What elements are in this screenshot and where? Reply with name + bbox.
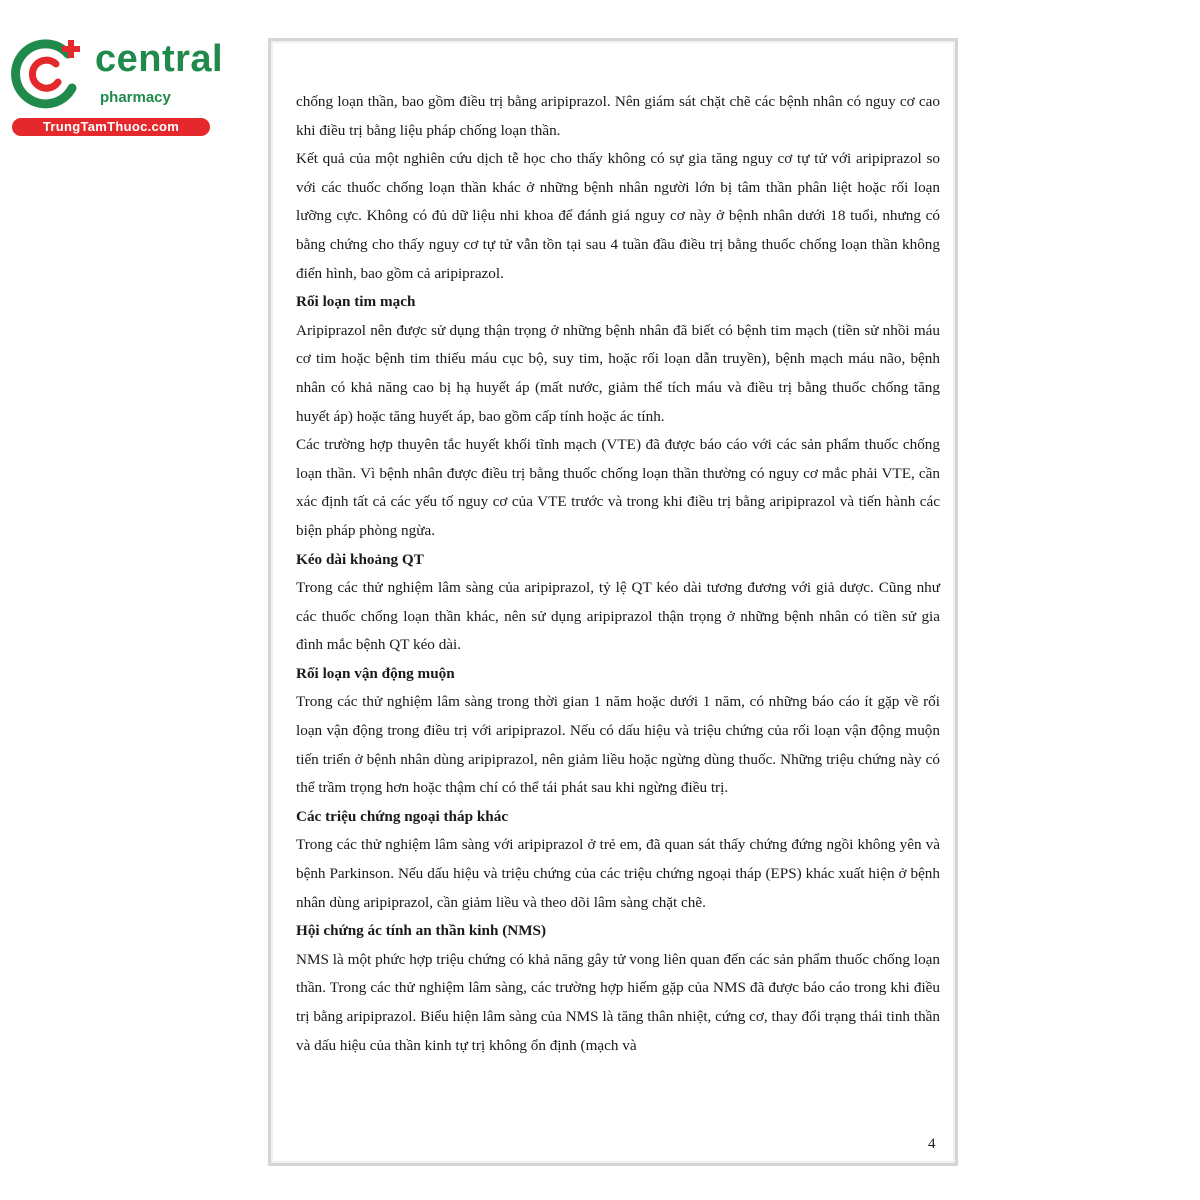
brand-url-badge[interactable]: TrungTamThuoc.com <box>12 118 210 136</box>
body-paragraph: Các trường hợp thuyên tắc huyết khối tĩnh mạch (VTE) đã được báo cáo với các sản phẩm thuốc chống loạn thần. Vì bệnh nhân được điều trị bằng thuốc chống loạn thần thường có nguy cơ mắc phải VTE, cần xác định tất cả các yếu tố nguy cơ của VTE trước và trong khi điều trị bằng aripiprazol và tiến hành các biện pháp phòng ngừa. <box>296 436 940 539</box>
body-paragraph: Kết quả của một nghiên cứu dịch tễ học cho thấy không có sự gia tăng nguy cơ tự tử với aripiprazol so với các thuốc chống loạn thần khác ở những bệnh nhân người lớn bị tâm thần phân liệt hoặc rối loạn lưỡng cực. Không có đủ dữ liệu nhi khoa để đánh giá nguy cơ này ở bệnh nhân dưới 18 tuổi, nhưng có bằng chứng cho thấy nguy cơ tự tử vẫn tồn tại sau 4 tuần đầu điều trị bằng thuốc chống loạn thần không điển hình, bao gồm cả aripiprazol. <box>296 150 940 282</box>
document-body <box>296 88 940 1060</box>
body-paragraph: Trong các thử nghiệm lâm sàng với aripiprazol ở trẻ em, đã quan sát thấy chứng đứng ngồi không yên và bệnh Parkinson. Nếu dấu hiệu và triệu chứng của các triệu chứng ngoại tháp (EPS) khác xuất hiện ở bệnh nhân dùng aripiprazol, cần giảm liều và theo dõi lâm sàng chặt chẽ. <box>296 836 940 911</box>
section-heading: Rối loạn tim mạch <box>296 293 416 311</box>
section-heading: Hội chứng ác tính an thần kinh (NMS) <box>296 922 547 940</box>
body-paragraph: Trong các thử nghiệm lâm sàng trong thời gian 1 năm hoặc dưới 1 năm, có những báo cáo ít gặp về rối loạn vận động trong điều trị với aripiprazol. Nếu có dấu hiệu và triệu chứng của rối loạn vận động muộn tiến triển ở bệnh nhân dùng aripiprazol, nên giảm liều hoặc ngừng dùng thuốc. Những triệu chứng này có thể trầm trọng hơn hoặc thậm chí có thể tái phát sau khi ngừng điều trị. <box>296 693 940 797</box>
brand-logo <box>10 36 224 136</box>
brand-subtitle: pharmacy <box>100 89 171 106</box>
brand-name: central <box>95 38 224 80</box>
body-paragraph: chống loạn thần, bao gồm điều trị bằng aripiprazol. Nên giám sát chặt chẽ các bệnh nhân có nguy cơ cao khi điều trị bằng liệu pháp chống loạn thần. <box>296 93 940 139</box>
central-pharmacy-logo-icon <box>10 36 85 111</box>
section-heading: Các triệu chứng ngoại tháp khác <box>296 807 509 825</box>
body-paragraph: Aripiprazol nên được sử dụng thận trọng ở những bệnh nhân đã biết có bệnh tim mạch (tiền sử nhồi máu cơ tim hoặc bệnh tim thiếu máu cục bộ, suy tim, hoặc rối loạn dẫn truyền), bệnh mạch máu não, bệnh nhân có khả năng cao bị hạ huyết áp (mất nước, giảm thể tích máu và điều trị bằng thuốc chống tăng huyết áp) hoặc tăng huyết áp, bao gồm cấp tính hoặc ác tính. <box>296 321 940 425</box>
section-heading: Kéo dài khoảng QT <box>296 550 424 568</box>
body-paragraph: Trong các thử nghiệm lâm sàng của aripiprazol, tỷ lệ QT kéo dài tương đương với giả dược. Cũng như các thuốc chống loạn thần khác, nên sử dụng aripiprazol thận trọng ở những bệnh nhân có tiền sử gia đình mắc bệnh QT kéo dài. <box>296 579 940 654</box>
body-paragraph: NMS là một phức hợp triệu chứng có khả năng gây tử vong liên quan đến các sản phẩm thuốc chống loạn thần. Trong các thử nghiệm lâm sàng, các trường hợp hiếm gặp của NMS đã được báo cáo trong khi điều trị bằng aripiprazol. Biểu hiện lâm sàng của NMS là tăng thân nhiệt, cứng cơ, thay đổi trạng thái tinh thần và dấu hiệu của thần kinh tự trị không ổn định (mạch và <box>296 950 940 1054</box>
section-heading: Rối loạn vận động muộn <box>296 664 455 682</box>
page-number: 4 <box>928 1136 936 1152</box>
